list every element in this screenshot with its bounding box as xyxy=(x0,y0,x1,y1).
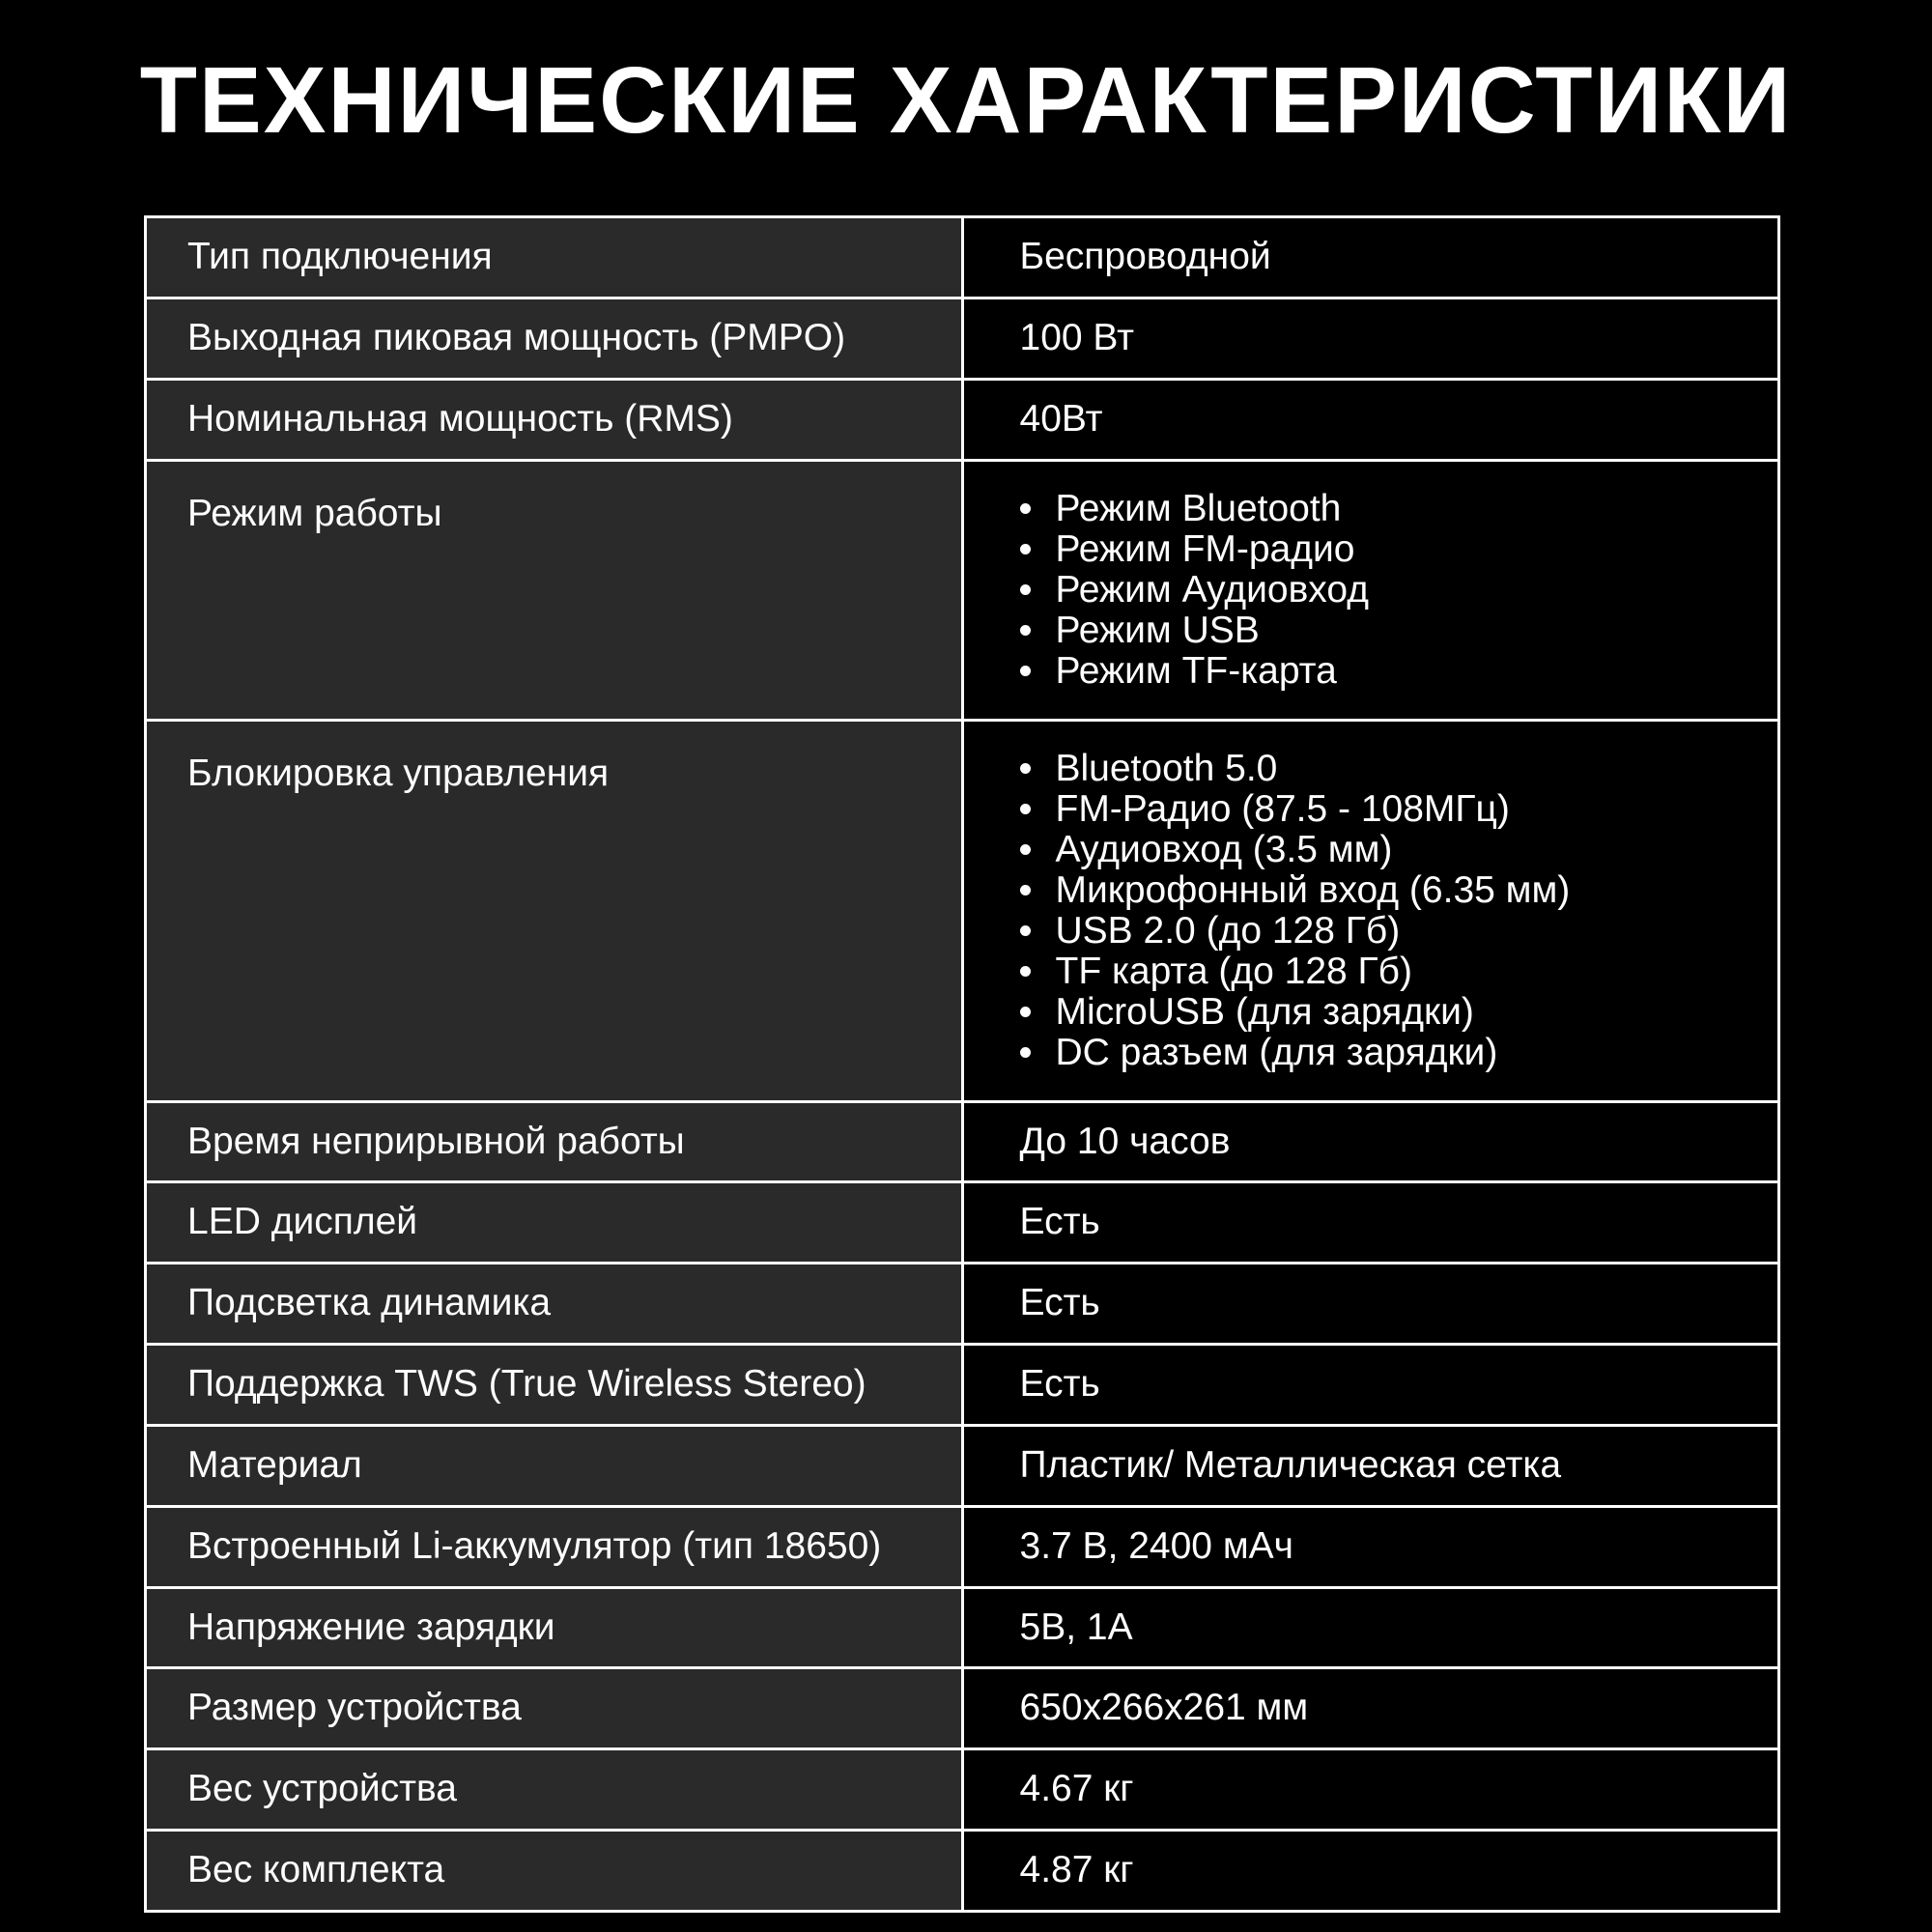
list-item xyxy=(1020,1033,1755,1073)
bullet-dot-icon xyxy=(1020,503,1031,514)
bullet-dot-icon xyxy=(1020,925,1031,936)
list-item xyxy=(1020,789,1755,830)
list-item-text: Аудиовход (3.5 мм) xyxy=(1055,828,1393,870)
bullet-dot-icon xyxy=(1020,1047,1031,1058)
page-title: ТЕХНИЧЕСКИЕ ХАРАКТЕРИСТИКИ xyxy=(139,47,1793,153)
spec-label: Выходная пиковая мощность (PMPO) xyxy=(146,298,963,379)
spec-label: Режим работы xyxy=(146,460,963,720)
bullet-dot-icon xyxy=(1020,666,1031,676)
spec-label: Встроенный Li-аккумулятор (тип 18650) xyxy=(146,1506,963,1587)
spec-label: Блокировка управления xyxy=(146,720,963,1101)
bullet-dot-icon xyxy=(1020,625,1031,636)
list-item-text: TF карта (до 128 Гб) xyxy=(1055,950,1412,992)
bullet-dot-icon xyxy=(1020,885,1031,895)
table-row xyxy=(146,379,1779,460)
spec-label: Подсветка динамика xyxy=(146,1264,963,1345)
spec-label: Вес устройства xyxy=(146,1749,963,1831)
spec-value: До 10 часов xyxy=(962,1101,1779,1182)
spec-value: Беспроводной xyxy=(962,217,1779,298)
list-item-text: Режим FM-радио xyxy=(1055,527,1355,570)
list-item xyxy=(1020,651,1755,692)
spec-value: 4.87 кг xyxy=(962,1831,1779,1912)
bullet-dot-icon xyxy=(1020,844,1031,855)
list-item-text: Режим Аудиовход xyxy=(1055,568,1369,611)
spec-value xyxy=(962,720,1779,1101)
spec-label: LED дисплей xyxy=(146,1182,963,1264)
table-row xyxy=(146,1345,1779,1426)
table-row xyxy=(146,1668,1779,1749)
list-item xyxy=(1020,529,1755,570)
list-item xyxy=(1020,830,1755,870)
list-item-text: Bluetooth 5.0 xyxy=(1055,747,1278,789)
spec-value: Есть xyxy=(962,1264,1779,1345)
spec-label: Материал xyxy=(146,1425,963,1506)
spec-label: Поддержка TWS (True Wireless Stereo) xyxy=(146,1345,963,1426)
list-item xyxy=(1020,749,1755,789)
spec-label: Время неприрывной работы xyxy=(146,1101,963,1182)
bullet-dot-icon xyxy=(1020,584,1031,595)
spec-value: 5В, 1А xyxy=(962,1587,1779,1668)
spec-value: Пластик/ Металлическая сетка xyxy=(962,1425,1779,1506)
spec-value xyxy=(962,460,1779,720)
spec-value: 4.67 кг xyxy=(962,1749,1779,1831)
spec-label: Вес комплекта xyxy=(146,1831,963,1912)
spec-value: 100 Вт xyxy=(962,298,1779,379)
spec-value-list xyxy=(1020,489,1755,692)
list-item-text: USB 2.0 (до 128 Гб) xyxy=(1055,909,1401,952)
list-item xyxy=(1020,870,1755,911)
spec-label: Напряжение зарядки xyxy=(146,1587,963,1668)
list-item-text: MicroUSB (для зарядки) xyxy=(1055,990,1474,1033)
table-row xyxy=(146,1506,1779,1587)
spec-value: 650х266х261 мм xyxy=(962,1668,1779,1749)
list-item xyxy=(1020,489,1755,529)
table-row xyxy=(146,1182,1779,1264)
table-row xyxy=(146,1587,1779,1668)
table-row xyxy=(146,720,1779,1101)
spec-value-list xyxy=(1020,749,1755,1073)
list-item xyxy=(1020,992,1755,1033)
table-row xyxy=(146,1425,1779,1506)
bullet-dot-icon xyxy=(1020,966,1031,977)
spec-value: Есть xyxy=(962,1182,1779,1264)
spec-label: Номинальная мощность (RMS) xyxy=(146,379,963,460)
list-item-text: FM-Радио (87.5 - 108МГц) xyxy=(1055,787,1510,830)
list-item-text: Микрофонный вход (6.35 мм) xyxy=(1055,868,1571,911)
table-row xyxy=(146,1101,1779,1182)
table-row xyxy=(146,217,1779,298)
spec-table xyxy=(144,215,1780,1913)
table-row xyxy=(146,298,1779,379)
list-item xyxy=(1020,952,1755,992)
spec-value: 40Вт xyxy=(962,379,1779,460)
spec-table-body xyxy=(146,217,1779,1912)
spec-label: Тип подключения xyxy=(146,217,963,298)
bullet-dot-icon xyxy=(1020,544,1031,554)
list-item-text: Режим TF-карта xyxy=(1055,649,1337,692)
bullet-dot-icon xyxy=(1020,804,1031,814)
list-item xyxy=(1020,911,1755,952)
spec-label: Размер устройства xyxy=(146,1668,963,1749)
spec-value: Есть xyxy=(962,1345,1779,1426)
list-item-text: Режим Bluetooth xyxy=(1055,487,1342,529)
spec-value: 3.7 В, 2400 мАч xyxy=(962,1506,1779,1587)
table-row xyxy=(146,1264,1779,1345)
list-item-text: DC разъем (для зарядки) xyxy=(1055,1031,1498,1073)
bullet-dot-icon xyxy=(1020,1007,1031,1017)
table-row xyxy=(146,1749,1779,1831)
table-row xyxy=(146,1831,1779,1912)
bullet-dot-icon xyxy=(1020,763,1031,774)
list-item xyxy=(1020,611,1755,651)
list-item-text: Режим USB xyxy=(1055,609,1260,651)
table-row xyxy=(146,460,1779,720)
list-item xyxy=(1020,570,1755,611)
